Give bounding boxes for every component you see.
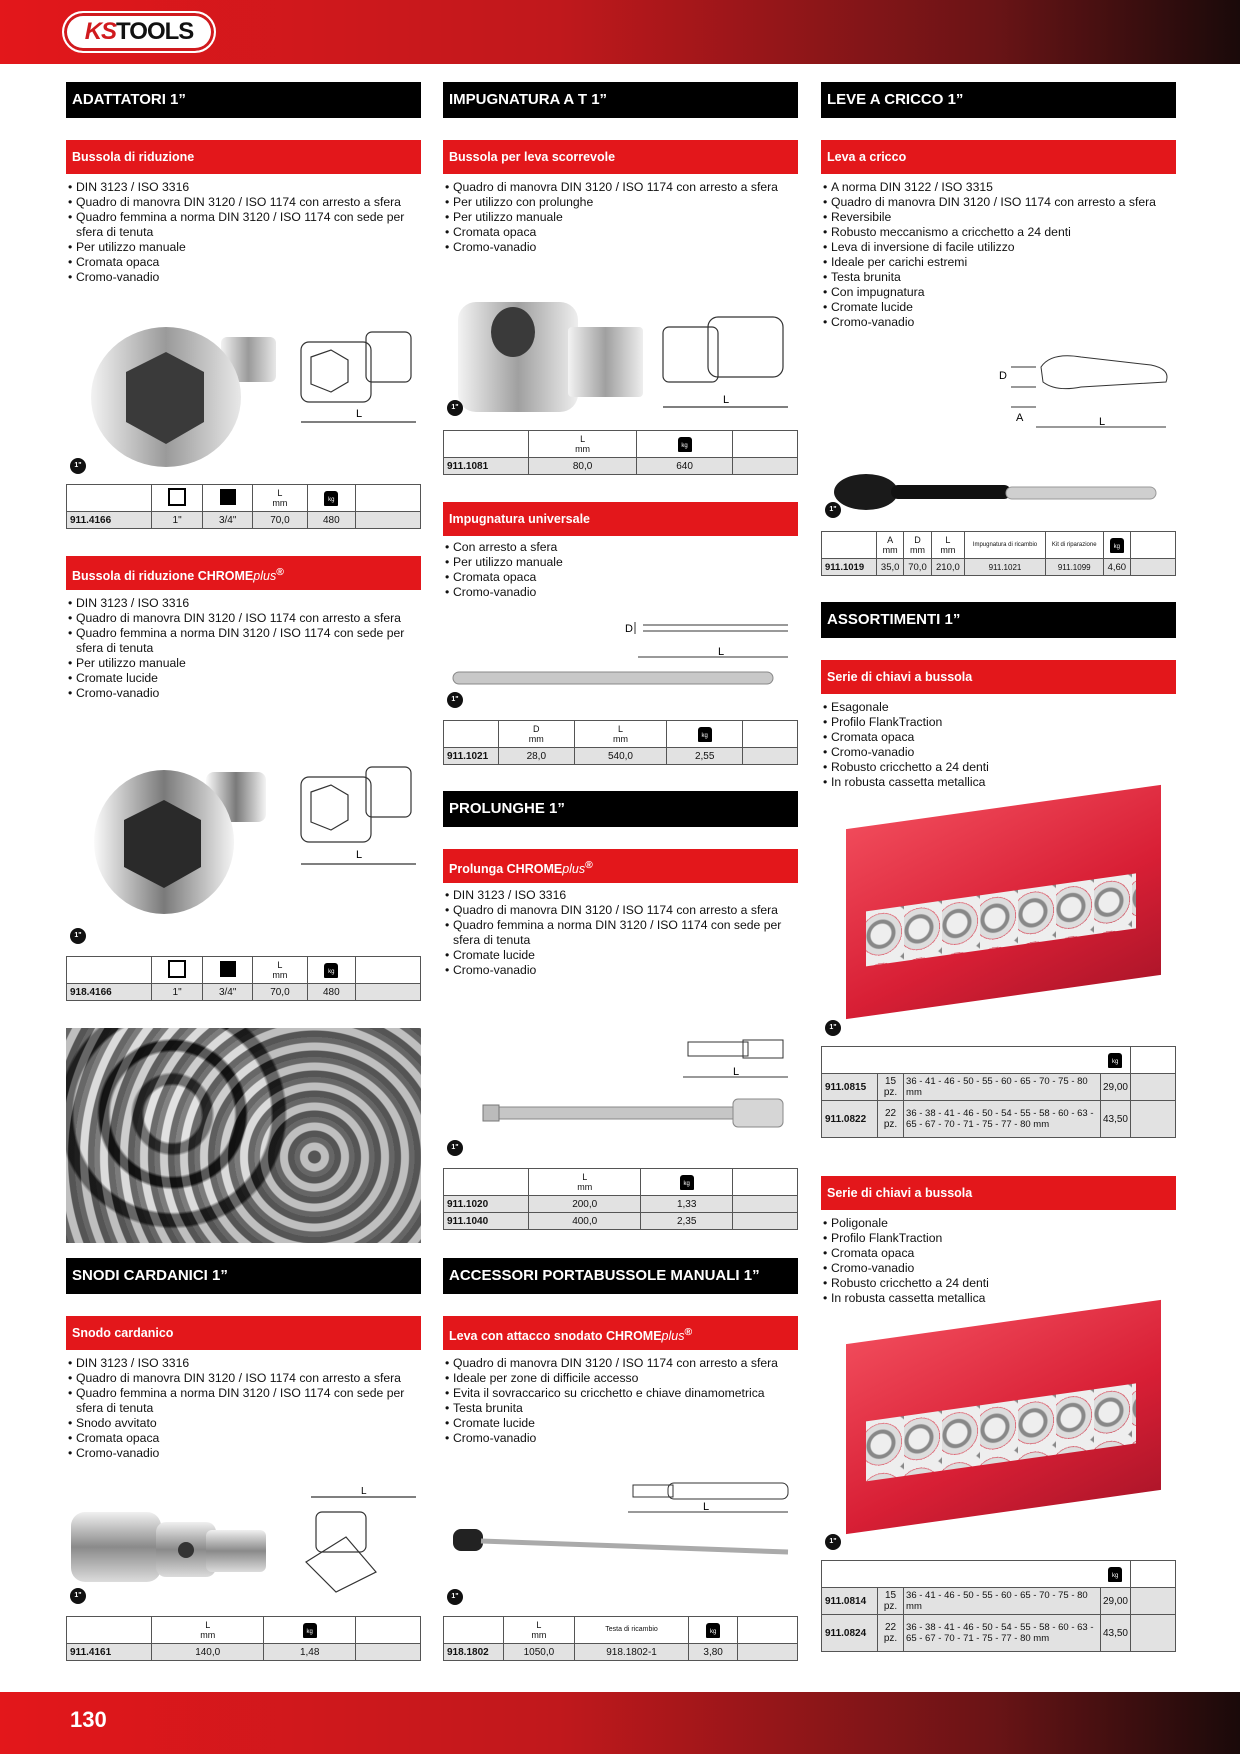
table-cell: L mm — [504, 1617, 575, 1644]
table-cell: 480 — [307, 512, 355, 529]
feature-item: • Con impugnatura — [821, 285, 1176, 300]
table-cell: 35,0 — [877, 559, 904, 576]
universal-handle-image — [443, 617, 798, 727]
table-cell: 43,50 — [1100, 1615, 1130, 1652]
feature-item: • Cromata opaca — [443, 225, 798, 240]
svg-text:D: D — [625, 623, 633, 635]
feature-list — [821, 1216, 1176, 1306]
sockets-photo — [66, 1028, 421, 1243]
product-table — [821, 531, 1176, 576]
section-title-adattatori: ADATTATORI 1” — [66, 82, 421, 118]
feature-item: • Poligonale — [821, 1216, 1176, 1231]
table-cell: 911.1019 — [822, 559, 877, 576]
extension-bar-image — [443, 1037, 798, 1147]
feature-item: • Quadro femmina a norma DIN 3120 / ISO 1174 con sede per sfera di tenuta — [66, 1386, 421, 1416]
table-cell: 70,0 — [253, 512, 307, 529]
table-cell — [356, 1617, 421, 1644]
table-cell — [356, 512, 421, 529]
svg-text:A: A — [1016, 412, 1024, 424]
product-title: Bussola di riduzione CHROMEplus® — [66, 556, 421, 590]
table-cell: 28,0 — [499, 748, 575, 765]
table-cell: 140,0 — [152, 1644, 264, 1661]
table-cell — [203, 485, 253, 512]
svg-text:L: L — [356, 849, 363, 861]
table-cell — [1131, 1074, 1176, 1101]
table-cell: 911.1040 — [444, 1213, 529, 1230]
feature-list — [443, 180, 798, 255]
table-cell — [822, 1047, 1101, 1074]
table-cell — [356, 984, 421, 1001]
table-cell — [444, 1617, 504, 1644]
table-cell — [152, 485, 203, 512]
table-cell: 22 pz. — [878, 1101, 904, 1138]
product-title: Serie di chiavi a bussola — [821, 660, 1176, 694]
feature-list — [443, 888, 798, 978]
table-cell — [1131, 559, 1176, 576]
product-table — [821, 1046, 1176, 1138]
table-cell — [444, 431, 529, 458]
table-cell — [444, 1169, 529, 1196]
table-cell — [307, 957, 355, 984]
table-cell: 1,33 — [641, 1196, 733, 1213]
feature-item: • Cromo-vanadio — [821, 315, 1176, 330]
weight-icon: kg — [680, 1175, 694, 1190]
feature-item: • Cromata opaca — [443, 570, 798, 585]
svg-text:L: L — [356, 408, 363, 420]
table-cell — [1103, 532, 1130, 559]
feature-list — [66, 596, 421, 701]
table-cell: 3/4" — [203, 512, 253, 529]
feature-item: • Profilo FlankTraction — [821, 1231, 1176, 1246]
feature-item: • Quadro di manovra DIN 3120 / ISO 1174 con arresto a sfera — [66, 195, 421, 210]
table-cell — [637, 431, 733, 458]
table-cell: 640 — [637, 458, 733, 475]
table-cell: 918.4166 — [67, 984, 152, 1001]
sliding-t-socket-image — [458, 297, 798, 417]
feature-item: • Per utilizzo manuale — [66, 240, 421, 255]
product-table — [821, 1560, 1176, 1652]
table-cell: 480 — [307, 984, 355, 1001]
table-cell — [1100, 1561, 1130, 1588]
drive-size-tag: 1" — [825, 502, 841, 518]
feature-item: • Testa brunita — [443, 1401, 798, 1416]
feature-item: • Cromata opaca — [66, 1431, 421, 1446]
feature-item: • Robusto meccanismo a cricchetto a 24 denti — [821, 225, 1176, 240]
feature-item: • DIN 3123 / ISO 3316 — [66, 1356, 421, 1371]
universal-joint-image — [66, 1486, 421, 1602]
table-cell — [67, 957, 152, 984]
socket-set-case-image — [846, 1300, 1161, 1534]
table-cell: 540,0 — [574, 748, 667, 765]
product-table — [66, 956, 421, 1001]
product-table — [443, 430, 798, 475]
feature-item: • Per utilizzo con prolunghe — [443, 195, 798, 210]
feature-item: • Con arresto a sfera — [443, 540, 798, 555]
feature-item: • Cromo-vanadio — [821, 1261, 1176, 1276]
feature-list — [821, 180, 1176, 330]
section-title-impugnatura: IMPUGNATURA A T 1” — [443, 82, 798, 118]
table-cell: 1" — [152, 984, 203, 1001]
male-square-icon — [220, 961, 236, 977]
table-cell: 36 - 38 - 41 - 46 - 50 - 54 - 55 - 58 - 60 - 63 - 65 - 67 - 70 - 71 - 75 - 77 - 80 mm — [904, 1615, 1101, 1652]
table-cell — [1131, 1588, 1176, 1615]
table-cell: L mm — [253, 485, 307, 512]
drive-size-tag: 1" — [447, 1140, 463, 1156]
feature-item: • DIN 3123 / ISO 3316 — [443, 888, 798, 903]
feature-list — [443, 1356, 798, 1446]
table-cell — [1131, 532, 1176, 559]
product-title: Bussola per leva scorrevole — [443, 140, 798, 174]
feature-item: • Cromo-vanadio — [821, 745, 1176, 760]
feature-item: • Ideale per zone di difficile accesso — [443, 1371, 798, 1386]
weight-icon: kg — [324, 491, 338, 506]
weight-icon: kg — [1108, 1053, 1122, 1068]
section-title-prolunghe: PROLUNGHE 1” — [443, 791, 798, 827]
table-cell: 200,0 — [529, 1196, 641, 1213]
feature-item: • Evita il sovraccarico su cricchetto e chiave dinamometrica — [443, 1386, 798, 1401]
table-cell — [264, 1617, 356, 1644]
product-title: Impugnatura universale — [443, 502, 798, 536]
weight-icon: kg — [1108, 1567, 1122, 1582]
table-cell — [307, 485, 355, 512]
weight-icon: kg — [678, 437, 692, 452]
table-cell — [667, 721, 743, 748]
table-cell: 70,0 — [904, 559, 931, 576]
feature-item: • Quadro di manovra DIN 3120 / ISO 1174 con arresto a sfera — [443, 180, 798, 195]
feature-item: • Quadro di manovra DIN 3120 / ISO 1174 con arresto a sfera — [443, 1356, 798, 1371]
table-cell — [822, 1561, 1101, 1588]
weight-icon: kg — [324, 963, 338, 978]
feature-item: • Quadro femmina a norma DIN 3120 / ISO 1174 con sede per sfera di tenuta — [443, 918, 798, 948]
table-cell: 1,48 — [264, 1644, 356, 1661]
feature-item: • Cromo-vanadio — [66, 686, 421, 701]
feature-item: • Quadro di manovra DIN 3120 / ISO 1174 con arresto a sfera — [66, 611, 421, 626]
table-cell: 3,80 — [689, 1644, 738, 1661]
table-cell: 918.1802 — [444, 1644, 504, 1661]
table-cell: L mm — [574, 721, 667, 748]
table-cell: 1050,0 — [504, 1644, 575, 1661]
page-footer — [0, 1692, 1240, 1754]
product-title: Serie di chiavi a bussola — [821, 1176, 1176, 1210]
table-cell: D mm — [904, 532, 931, 559]
feature-list — [66, 180, 421, 285]
table-cell — [1131, 1047, 1176, 1074]
product-title: Snodo cardanico — [66, 1316, 421, 1350]
feature-item: • DIN 3123 / ISO 3316 — [66, 180, 421, 195]
table-cell: 911.4166 — [67, 512, 152, 529]
feature-item: • Leva di inversione di facile utilizzo — [821, 240, 1176, 255]
table-cell — [733, 1213, 798, 1230]
svg-text:D: D — [999, 370, 1007, 382]
feature-item: • Per utilizzo manuale — [443, 210, 798, 225]
product-table — [443, 720, 798, 765]
table-cell: 911.1021 — [965, 559, 1046, 576]
table-cell: 911.1099 — [1045, 559, 1103, 576]
table-cell: 2,35 — [641, 1213, 733, 1230]
page-number: 130 — [70, 1707, 107, 1732]
product-title: Leva con attacco snodato CHROMEplus® — [443, 1316, 798, 1350]
table-cell: A mm — [877, 532, 904, 559]
table-cell: 2,55 — [667, 748, 743, 765]
feature-item: • In robusta cassetta metallica — [821, 1291, 1176, 1306]
feature-item: • Robusto cricchetto a 24 denti — [821, 760, 1176, 775]
table-cell — [733, 1196, 798, 1213]
feature-item: • Robusto cricchetto a 24 denti — [821, 1276, 1176, 1291]
product-title: Prolunga CHROMEplus® — [443, 849, 798, 883]
feature-item: • Cromata opaca — [66, 255, 421, 270]
table-cell: D mm — [499, 721, 575, 748]
table-cell: Kit di riparazione — [1045, 532, 1103, 559]
table-cell: 911.1081 — [444, 458, 529, 475]
table-cell — [356, 957, 421, 984]
drive-size-tag: 1" — [447, 692, 463, 708]
table-cell: L mm — [529, 431, 637, 458]
female-square-icon — [168, 960, 186, 978]
table-cell: 36 - 41 - 46 - 50 - 55 - 60 - 65 - 70 - 75 - 80 mm — [904, 1074, 1101, 1101]
svg-text:L: L — [718, 646, 725, 658]
table-cell — [444, 721, 499, 748]
table-cell — [67, 1617, 152, 1644]
feature-item: • Cromo-vanadio — [443, 1431, 798, 1446]
table-cell: 15 pz. — [878, 1588, 904, 1615]
product-table — [443, 1616, 798, 1661]
table-cell — [738, 1644, 798, 1661]
table-cell — [733, 1169, 798, 1196]
product-table — [66, 484, 421, 529]
feature-item: • Snodo avvitato — [66, 1416, 421, 1431]
table-cell: 210,0 — [931, 559, 964, 576]
feature-item: • Cromate lucide — [443, 948, 798, 963]
drive-size-tag: 1" — [825, 1534, 841, 1550]
table-cell: L mm — [931, 532, 964, 559]
table-cell — [733, 431, 798, 458]
table-cell — [1131, 1101, 1176, 1138]
drive-size-tag: 1" — [447, 400, 463, 416]
drive-size-tag: 1" — [70, 1588, 86, 1604]
drive-size-tag: 1" — [70, 458, 86, 474]
weight-icon: kg — [706, 1623, 720, 1638]
feature-item: • Quadro femmina a norma DIN 3120 / ISO 1174 con sede per sfera di tenuta — [66, 626, 421, 656]
feature-item: • Cromo-vanadio — [443, 585, 798, 600]
page-header — [0, 0, 1240, 64]
feature-item: • Cromo-vanadio — [443, 963, 798, 978]
table-cell — [738, 1617, 798, 1644]
table-cell: 70,0 — [253, 984, 307, 1001]
feature-list — [821, 700, 1176, 790]
table-cell: 1" — [152, 512, 203, 529]
table-cell: 911.1021 — [444, 748, 499, 765]
feature-item: • Profilo FlankTraction — [821, 715, 1176, 730]
svg-text:L: L — [703, 1501, 710, 1513]
svg-text:L: L — [723, 394, 730, 406]
table-cell — [67, 485, 152, 512]
svg-text:L: L — [361, 1486, 367, 1497]
weight-icon: kg — [1110, 538, 1124, 553]
feature-item: • Cromo-vanadio — [66, 270, 421, 285]
product-title: Bussola di riduzione — [66, 140, 421, 174]
socket-adapter-image — [86, 312, 421, 512]
table-cell — [641, 1169, 733, 1196]
product-table — [66, 1616, 421, 1661]
svg-text:L: L — [1099, 416, 1106, 428]
table-cell: 911.0814 — [822, 1588, 878, 1615]
table-cell: 911.0815 — [822, 1074, 878, 1101]
chrome-socket-adapter-image — [86, 752, 421, 952]
feature-item: • Cromate lucide — [443, 1416, 798, 1431]
socket-set-case-image — [846, 785, 1161, 1019]
feature-item: • Testa brunita — [821, 270, 1176, 285]
product-table — [443, 1168, 798, 1230]
table-cell: 4,60 — [1103, 559, 1130, 576]
table-cell: 918.1802-1 — [574, 1644, 688, 1661]
table-cell — [356, 485, 421, 512]
table-cell: 911.0822 — [822, 1101, 878, 1138]
feature-list — [443, 540, 798, 600]
hinged-handle-image — [443, 1477, 798, 1602]
svg-text:L: L — [733, 1066, 740, 1078]
product-title: Leva a cricco — [821, 140, 1176, 174]
feature-list — [66, 1356, 421, 1461]
feature-item: • Quadro di manovra DIN 3120 / ISO 1174 con arresto a sfera — [821, 195, 1176, 210]
section-title-snodi: SNODI CARDANICI 1” — [66, 1258, 421, 1294]
feature-item: • A norma DIN 3122 / ISO 3315 — [821, 180, 1176, 195]
section-title-leve: LEVE A CRICCO 1” — [821, 82, 1176, 118]
table-cell: 29,00 — [1100, 1588, 1130, 1615]
feature-item: • Reversibile — [821, 210, 1176, 225]
table-cell — [743, 721, 798, 748]
feature-item: • Quadro di manovra DIN 3120 / ISO 1174 con arresto a sfera — [443, 903, 798, 918]
feature-item: • Ideale per carichi estremi — [821, 255, 1176, 270]
table-cell — [743, 748, 798, 765]
feature-item: • Cromata opaca — [821, 730, 1176, 745]
feature-item: • Cromo-vanadio — [443, 240, 798, 255]
weight-icon: kg — [698, 727, 712, 742]
table-cell: 911.0824 — [822, 1615, 878, 1652]
section-title-accessori: ACCESSORI PORTABUSSOLE MANUALI 1” — [443, 1258, 798, 1294]
feature-item: • Cromata opaca — [821, 1246, 1176, 1261]
feature-item: • DIN 3123 / ISO 3316 — [66, 596, 421, 611]
male-square-icon — [220, 489, 236, 505]
table-cell: 36 - 38 - 41 - 46 - 50 - 54 - 55 - 58 - 60 - 63 - 65 - 67 - 70 - 71 - 75 - 77 - 80 mm — [904, 1101, 1101, 1138]
feature-item: • Cromate lucide — [821, 300, 1176, 315]
table-cell: 911.4161 — [67, 1644, 152, 1661]
weight-icon: kg — [303, 1623, 317, 1638]
drive-size-tag: 1" — [447, 1589, 463, 1605]
table-cell: 400,0 — [529, 1213, 641, 1230]
table-cell: 80,0 — [529, 458, 637, 475]
drive-size-tag: 1" — [825, 1020, 841, 1036]
table-cell — [822, 532, 877, 559]
table-cell — [1131, 1615, 1176, 1652]
feature-item: • Quadro femmina a norma DIN 3120 / ISO 1174 con sede per sfera di tenuta — [66, 210, 421, 240]
drive-size-tag: 1" — [70, 928, 86, 944]
section-title-assortimenti: ASSORTIMENTI 1” — [821, 602, 1176, 638]
table-cell: 15 pz. — [878, 1074, 904, 1101]
female-square-icon — [168, 488, 186, 506]
table-cell: 43,50 — [1100, 1101, 1130, 1138]
feature-item: • Per utilizzo manuale — [66, 656, 421, 671]
table-cell — [1131, 1561, 1176, 1588]
table-cell: L mm — [152, 1617, 264, 1644]
feature-item: • Esagonale — [821, 700, 1176, 715]
table-cell — [689, 1617, 738, 1644]
table-cell: Impugnatura di ricambio — [965, 532, 1046, 559]
feature-item: • Cromo-vanadio — [66, 1446, 421, 1461]
table-cell: 911.1020 — [444, 1196, 529, 1213]
table-cell: L mm — [529, 1169, 641, 1196]
table-cell: Testa di ricambio — [574, 1617, 688, 1644]
table-cell: 29,00 — [1100, 1074, 1130, 1101]
table-cell — [203, 957, 253, 984]
table-cell — [733, 458, 798, 475]
ks-tools-logo: KS TOOLS — [62, 11, 216, 53]
feature-item: • Quadro di manovra DIN 3120 / ISO 1174 con arresto a sfera — [66, 1371, 421, 1386]
table-cell — [356, 1644, 421, 1661]
table-cell: 3/4" — [203, 984, 253, 1001]
table-cell — [152, 957, 203, 984]
feature-item: • In robusta cassetta metallica — [821, 775, 1176, 790]
table-cell: 36 - 41 - 46 - 50 - 55 - 60 - 65 - 70 - 75 - 80 mm — [904, 1588, 1101, 1615]
table-cell: 22 pz. — [878, 1615, 904, 1652]
table-cell: L mm — [253, 957, 307, 984]
feature-item: • Per utilizzo manuale — [443, 555, 798, 570]
feature-item: • Cromate lucide — [66, 671, 421, 686]
table-cell — [1100, 1047, 1130, 1074]
